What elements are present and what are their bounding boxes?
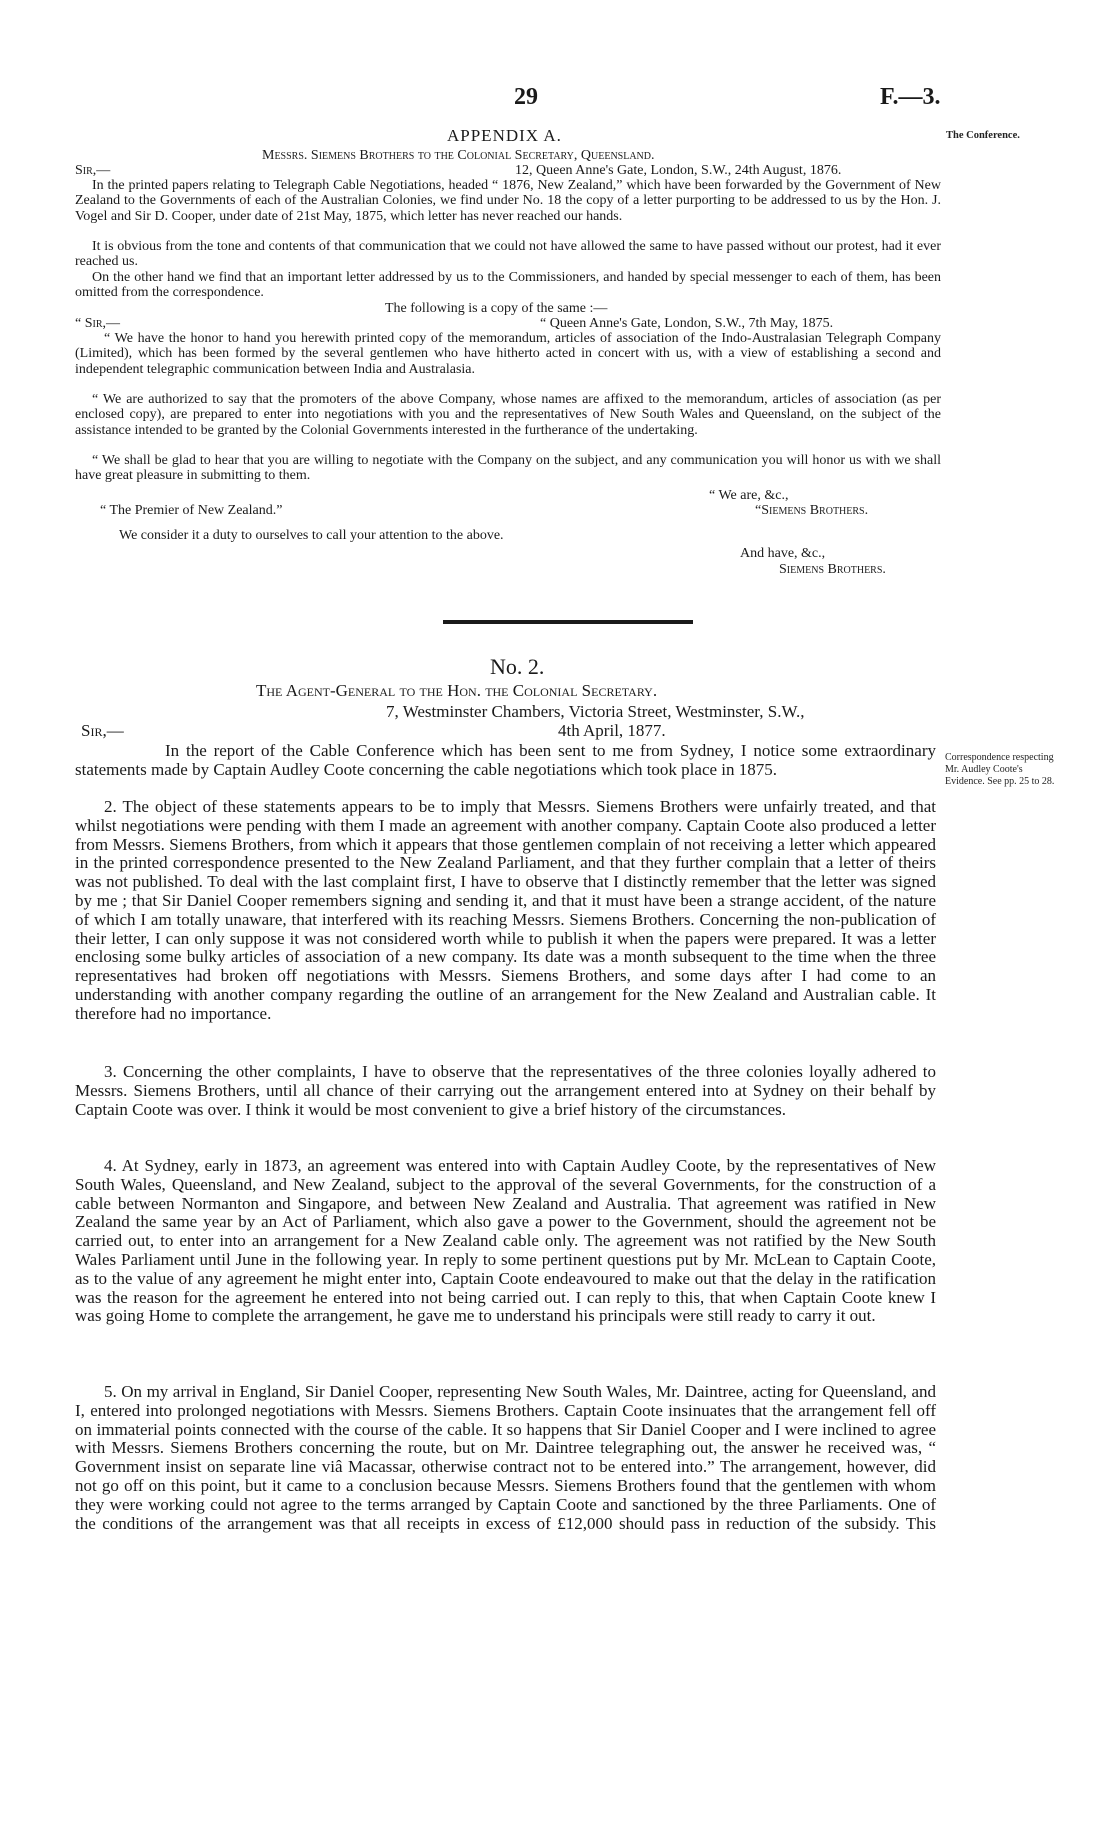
no2-paragraph-1: In the report of the Cable Conference which has been sent to me from Sydney, I notice some extraordinary statements made by Captain Audley Coote concerning the cable negotiations which took place in 1875. <box>75 741 936 779</box>
closing: And have, &c., <box>740 546 826 561</box>
no2-paragraph-4: 4. At Sydney, early in 1873, an agreement was entered into with Captain Audley Coote, by the representatives of New South Wales, Queensland, and New Zealand, subject to the approval of the several Governments, for the construction of a cable between Normanton and Singapore, and between New Zealand and Australia. That agreement was ratified in New Zealand the same year by an Act of Parliament, which also gave a power to the Government, should the agreement not be carried out, to enter into an arrangement for a New Zealand cable only. The agreement was not ratified by the New South Wales Parliament until June in the following year. In reply to some pertinent questions put by Mr. McLean to Captain Coote, as to the value of any agreement he might enter into, Captain Coote endeavoured to make out that the delay in the ratification was the reason for the agreement he entered into not being carried out. I can reply to this, that when Captain Coote knew I was going Home to complete the arrangement, he gave me to understand his principals were still ready to carry it out. <box>75 1156 936 1326</box>
document-code: F.—3. <box>880 84 941 110</box>
copy-intro: The following is a copy of the same :— <box>385 301 608 316</box>
no2-paragraph-5: 5. On my arrival in England, Sir Daniel Cooper, representing New South Wales, Mr. Daintree, acting for Queensland, and I, entered into prolonged negotiations with Messrs. Siemens Brothers. Captain Coote insinuates that the arrangement fell off on immaterial points connected with the course of the cable. It so happens that Sir Daniel Cooper and I were inclined to agree with Messrs. Siemens Brothers concerning the route, but on Mr. Daintree telegraphing out, the answer he received was, “ Government insist on separate line viâ Macassar, otherwise contract not to be entered into.” The arrangement, however, did not go off on this point, but it came to a conclusion because Messrs. Siemens Brothers found that the gentlemen with whom they were working could not agree to the terms arranged by Captain Coote and sanctioned by the three Parliaments. One of the conditions of the arrangement was that all receipts in excess of £12,000 should pass in reduction of the subsidy. This <box>75 1382 936 1533</box>
appendix-salutation: Sir,— <box>75 163 111 178</box>
no2-address-line-1: 7, Westminster Chambers, Victoria Street, Westminster, S.W., <box>386 702 805 721</box>
no2-paragraph-2: 2. The object of these statements appears to be to imply that Messrs. Siemens Brothers were unfairly treated, and that whilst negotiations were pending with them I made an agreement with another company. Captain Coote also produced a letter from Messrs. Siemens Brothers, from which it appears that those gentlemen complain of not receiving a letter which appeared in the printed correspondence presented to the New Zealand Parliament, and that they further complain that a letter of theirs was not published. To deal with the last complaint first, I have to observe that I distinctly remember that the letter was signed by me ; that Sir Daniel Cooper remembers signing and sending it, and that it must have been a strange accident, of the nature of which I am totally unaware, that interfered with its reaching Messrs. Siemens Brothers. Concerning the non-publication of their letter, I can only suppose it was not considered worth while to publish it when the papers were prepared. It was a letter enclosing some bulky articles of association of a new company. Its date was a month subsequent to the time when the three representatives had broken off negotiations with Messrs. Siemens Brothers, and some days after I had come to an understanding with another company regarding the outline of an arrangement for the New Zealand and Australian cable. It therefore had no importance. <box>75 797 936 1023</box>
appendix-paragraph-1: In the printed papers relating to Telegraph Cable Negotiations, headed “ 1876, New Zealand,” which have been forwarded by the Government of New Zealand to the Governments of each of the Australian Colonies, we find under No. 18 the copy of a letter purporting to be addressed to us by the Hon. J. Vogel and Sir D. Cooper, under date of 21st May, 1875, which letter has never reached our hands. <box>75 178 941 224</box>
no2-salutation: Sir,— <box>81 721 124 740</box>
consider-line: We consider it a duty to ourselves to call your attention to the above. <box>119 528 504 543</box>
appendix-paragraph-2: It is obvious from the tone and contents of that communication that we could not have allowed the same to have passed without our protest, had it ever reached us. <box>75 239 941 270</box>
no2-subtitle: The Agent-General to the Hon. the Colonial Secretary. <box>256 681 658 700</box>
signature: Siemens Brothers. <box>779 562 886 577</box>
appendix-paragraph-3: On the other hand we find that an important letter addressed by us to the Commissioners, and handed by special messenger to each of them, has been omitted from the correspondence. <box>75 270 941 301</box>
quoted-paragraph-3: “ We shall be glad to hear that you are willing to negotiate with the Company on the subject, and any communication you will honor us with we shall have great pleasure in submitting to them. <box>75 453 941 484</box>
margin-note-conference: The Conference. <box>946 130 1020 141</box>
quoted-addressee: “ The Premier of New Zealand.” <box>100 503 283 518</box>
quoted-signature: “Siemens Brothers. <box>755 503 869 518</box>
section-divider <box>443 620 693 624</box>
quoted-address: “ Queen Anne's Gate, London, S.W., 7th May, 1875. <box>540 316 834 331</box>
quoted-salutation: “ Sir,— <box>75 316 120 331</box>
page-number: 29 <box>514 84 538 110</box>
no2-paragraph-3: 3. Concerning the other complaints, I have to observe that the representatives of the three colonies loyally adhered to Messrs. Siemens Brothers, until all chance of their carrying out the arrangement entered into at Sydney on their behalf by Captain Coote was over. I think it would be most convenient to give a brief history of the circumstances. <box>75 1062 936 1119</box>
quoted-paragraph-1: “ We have the honor to hand you herewith printed copy of the memorandum, articles of association of the Indo-Australasian Telegraph Company (Limited), which has been formed by the several gentlemen who have hitherto acted in concert with us, with a view of establishing a second and independent telegraphic communication between India and Australasia. <box>75 331 941 377</box>
appendix-subtitle: Messrs. Siemens Brothers to the Colonial Secretary, Queensland. <box>262 148 655 163</box>
no2-address-line-2: 4th April, 1877. <box>558 721 666 740</box>
quoted-paragraph-2: “ We are authorized to say that the promoters of the above Company, whose names are affixed to the memorandum, articles of association (as per enclosed copy), are prepared to enter into negotiations with you and the representatives of New South Wales and Queensland, on the subject of the assistance intended to be granted by the Colonial Governments interested in the furtherance of the undertaking. <box>75 392 941 438</box>
appendix-address: 12, Queen Anne's Gate, London, S.W., 24th August, 1876. <box>515 163 842 178</box>
appendix-title: APPENDIX A. <box>447 126 562 145</box>
margin-note-correspondence: Correspondence respecting Mr. Audley Coote's Evidence. See pp. 25 to 28. <box>945 752 1055 787</box>
quoted-closing: “ We are, &c., <box>709 488 789 503</box>
no2-title: No. 2. <box>490 654 545 679</box>
